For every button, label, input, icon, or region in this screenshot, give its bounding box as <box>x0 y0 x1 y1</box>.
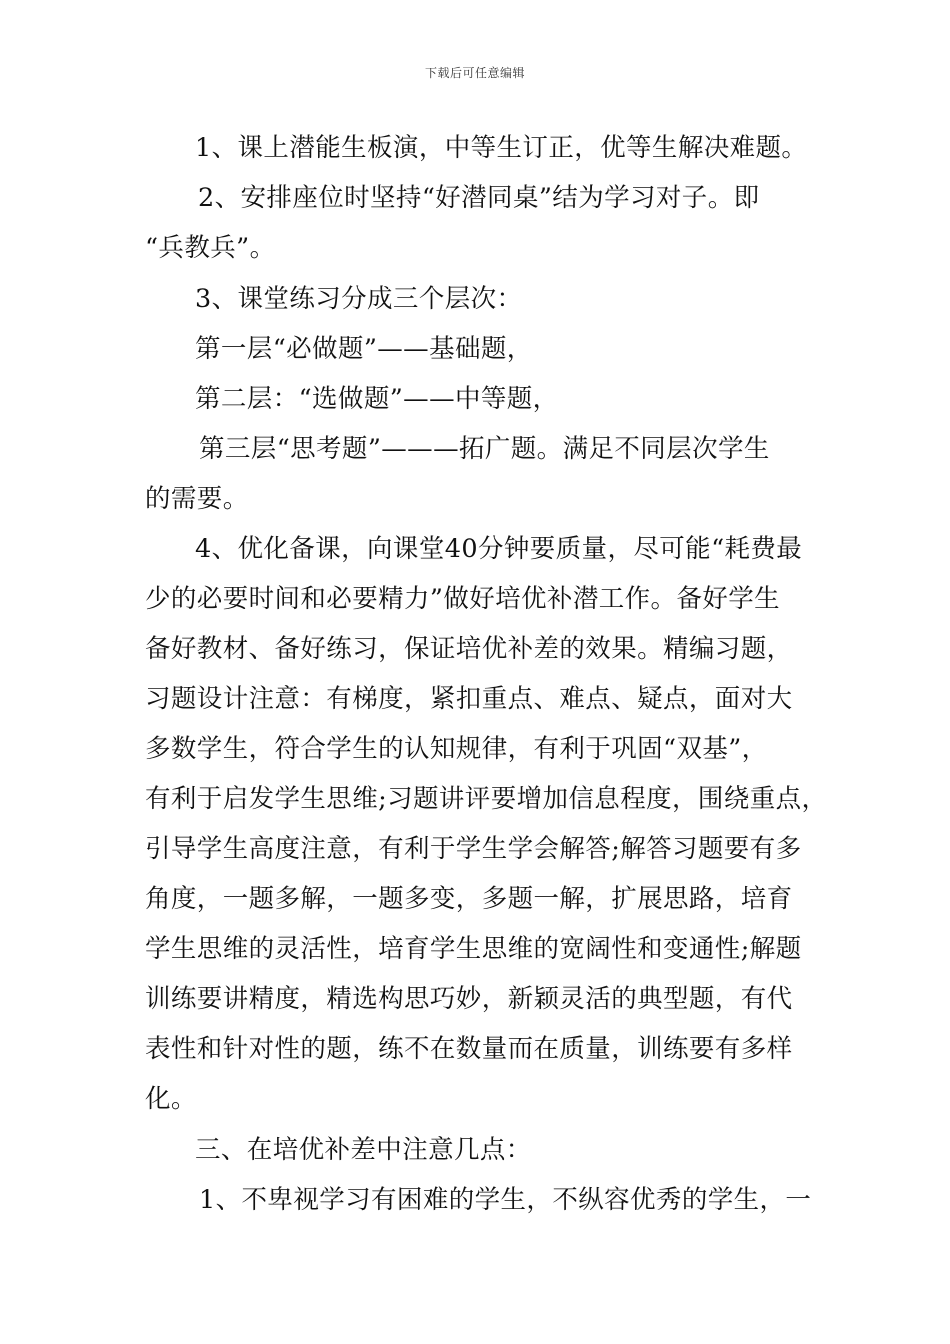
paragraph-line: 3、课堂练习分成三个层次： <box>195 284 523 314</box>
paragraph-line: 多数学生，符合学生的认知规律，有利于巩固“双基”， <box>145 734 768 764</box>
paragraph-line: 训练要讲精度，精选构思巧妙，新颖灵活的典型题，有代 <box>145 984 793 1014</box>
paragraph-line: 表性和针对性的题，练不在数量而在质量，训练要有多样 <box>145 1034 793 1064</box>
paragraph-line: 第三层“思考题”———拓广题。满足不同层次学生 <box>199 434 770 464</box>
paragraph-line: 1、课上潜能生板演，中等生订正，优等生解决难题。 <box>195 133 808 163</box>
paragraph-line: 引导学生高度注意，有利于学生学会解答;解答习题要有多 <box>145 834 802 864</box>
paragraph-line: “兵教兵”。 <box>145 233 276 263</box>
section-heading: 三、在培优补差中注意几点： <box>195 1135 532 1165</box>
paragraph-line: 第一层“必做题”——基础题， <box>195 334 533 364</box>
paragraph-line: 备好教材、备好练习，保证培优补差的效果。精编习题， <box>145 634 793 664</box>
paragraph-line: 第二层：“选做题”——中等题， <box>195 384 559 414</box>
paragraph-line: 习题设计注意：有梯度，紧扣重点、难点、疑点，面对大 <box>145 684 793 714</box>
paragraph-line: 的需要。 <box>145 484 249 514</box>
paragraph-line: 有利于启发学生思维;习题讲评要增加信息程度，围绕重点， <box>145 784 828 814</box>
paragraph-line: 1、不卑视学习有困难的学生，不纵容优秀的学生，一 <box>199 1185 812 1215</box>
paragraph-line: 化。 <box>145 1084 197 1114</box>
paragraph-line: 角度，一题多解，一题多变，多题一解，扩展思路，培育 <box>145 884 793 914</box>
page-header: 下载后可任意编辑 <box>424 66 525 80</box>
paragraph-line: 少的必要时间和必要精力”做好培优补潜工作。备好学生 <box>145 584 781 614</box>
paragraph-line: 4、优化备课，向课堂40分钟要质量，尽可能“耗费最 <box>195 534 803 564</box>
paragraph-line: 学生思维的灵活性，培育学生思维的宽阔性和变通性;解题 <box>145 934 802 964</box>
paragraph-line: 2、安排座位时坚持“好潜同桌”结为学习对子。即 <box>198 183 760 213</box>
